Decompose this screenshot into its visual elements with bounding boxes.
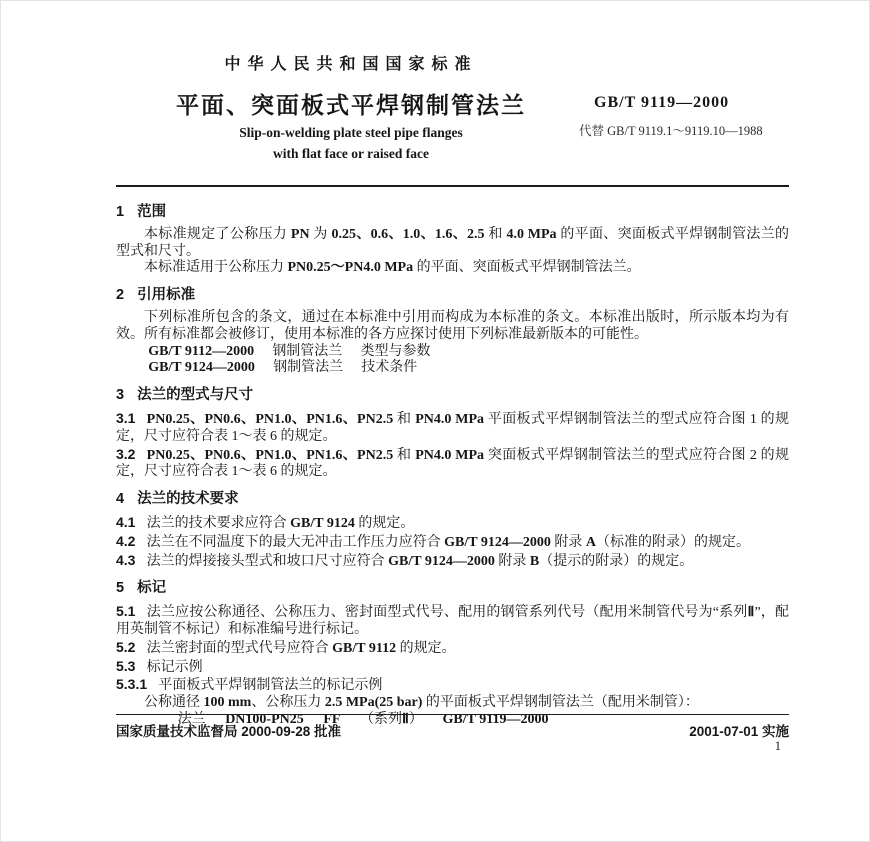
text-run: 法兰在不同温度下的最大无冲击工作压力应符合 <box>146 534 445 550</box>
clause-5-1 <box>116 603 789 639</box>
text-run: 法兰的焊接接头型式和坡口尺寸应符合 <box>146 553 389 569</box>
text-run-bold: Ⅱ <box>747 605 755 621</box>
reference-2-code: GB/T 9124—2000 <box>148 360 255 376</box>
text-run: 平面板式平焊钢制管法兰的型式应符合图 1 的规定，尺寸应符合表 1～表 6 的规定。 <box>116 411 790 444</box>
clause-5-2 <box>116 639 789 658</box>
document-title-en-line1: Slip-on-welding plate steel pipe flanges <box>239 125 463 140</box>
clause-5-2-label: 5.2 <box>116 638 136 655</box>
text-run: 标记示例 <box>146 659 203 675</box>
text-run: （标准的附录）的规定。 <box>595 534 750 550</box>
text-run: 的平面、突面板式平焊钢制管法兰。 <box>413 260 641 276</box>
text-run-bold: PN0.25～PN4.0 MPa <box>287 260 414 276</box>
section-2-heading <box>116 287 789 304</box>
section-2-number: 2 <box>116 287 125 304</box>
implementation-note: 2001-07-01 实施 <box>689 724 789 739</box>
text-run: 本标准适用于公称压力 <box>144 260 288 276</box>
text-run-bold: PN0.25、PN0.6、PN1.0、PN1.6、PN2.5 <box>146 447 394 463</box>
scope-paragraph-2 <box>116 260 789 277</box>
text-run: 法兰的技术要求应符合 <box>146 515 291 531</box>
section-3-number: 3 <box>116 387 125 404</box>
section-1-heading <box>116 204 789 221</box>
text-run-bold: Ⅱ <box>402 711 409 727</box>
clause-4-1-label: 4.1 <box>116 513 136 530</box>
header-rule <box>116 185 789 187</box>
scope-paragraph-1 <box>116 227 789 261</box>
page-number: 1 <box>774 739 781 753</box>
section-4-heading <box>116 491 789 508</box>
clause-5-3-label: 5.3 <box>116 657 136 674</box>
text-run-bold: GB/T 9124 <box>290 515 355 531</box>
reference-1-subject: 类型与参数 <box>360 343 431 359</box>
clause-5-3-1 <box>116 676 789 695</box>
text-run: 公称通径 <box>144 695 204 711</box>
national-standard-label: 中华人民共和国国家标准 <box>224 56 478 73</box>
marking-example-description <box>116 695 789 712</box>
replaces-note: 代替 GB/T 9119.1～9119.10—1988 <box>579 124 763 138</box>
text-run: 法兰应按公称通径、公称压力、密封面型式代号、配用的钢管系列代号（配用米制管代号为“系列 <box>146 605 748 621</box>
text-run: 的规定。 <box>354 515 415 531</box>
section-3-heading <box>116 387 789 404</box>
section-5-title: 标记 <box>137 580 167 597</box>
document-body <box>116 200 789 729</box>
section-1-title: 范围 <box>137 204 167 220</box>
section-2-title: 引用标准 <box>137 287 196 304</box>
text-run-bold: PN <box>290 226 310 242</box>
clause-4-2-label: 4.2 <box>116 532 136 549</box>
section-5-number: 5 <box>116 580 125 597</box>
clause-3-2-label: 3.2 <box>116 445 136 462</box>
clause-4-1 <box>116 514 789 533</box>
text-run-bold: A <box>585 534 596 550</box>
example-face-code: FF <box>323 711 341 727</box>
text-run: 法兰密封面的型式代号应符合 <box>146 640 333 656</box>
text-run: 突面板式平焊钢制管法兰的型式应符合图 2 的规定，尺寸应符合表 1～表 6 的规定。 <box>116 447 790 480</box>
clause-3-1 <box>116 410 789 446</box>
text-run: （系列 <box>360 711 403 727</box>
text-run-bold: GB/T 9124—2000 <box>388 553 495 569</box>
text-run: 下列标准所包含的条文，通过在本标准中引用而构成为本标准的条文。本标准出版时，所示版本均为有效。所有标准都会被修订，使用本标准的各方应探讨使用下列标准最新版本的可能性。 <box>116 309 789 342</box>
clause-3-2 <box>116 446 789 482</box>
clause-4-3-label: 4.3 <box>116 551 136 568</box>
text-run-bold: GB/T 9112 <box>332 640 397 656</box>
text-run: 本标准规定了公称压力 <box>144 226 291 242</box>
text-run: ”，配用英制管不标记）和标准编号进行标记。 <box>116 605 789 637</box>
approval-note: 国家质量技术监督局 2000-09-28 批准 <box>116 724 342 739</box>
text-run-bold: 100 mm <box>203 695 252 711</box>
text-run-bold: GB/T 9124—2000 <box>444 534 551 550</box>
text-run: 平面板式平焊钢制管法兰的标记示例 <box>158 678 383 694</box>
clause-3-1-label: 3.1 <box>116 409 136 426</box>
text-run: 的平面板式平焊钢制管法兰（配用米制管）： <box>422 695 699 711</box>
reference-1-code: GB/T 9112—2000 <box>148 343 255 359</box>
clause-5-3-1-label: 5.3.1 <box>116 676 148 693</box>
text-run-bold: 0.25、0.6、1.0、1.6、2.5 <box>331 226 485 242</box>
example-standard-code: GB/T 9119—2000 <box>442 711 549 727</box>
text-run: 的规定。 <box>396 640 456 656</box>
example-dn-pn-code: DN100-PN25 <box>225 711 304 727</box>
reference-item-1 <box>116 344 789 361</box>
clause-5-1-label: 5.1 <box>116 603 136 620</box>
text-run: （提示的附录）的规定。 <box>539 553 694 569</box>
clause-4-2 <box>116 533 789 552</box>
section-1-number: 1 <box>116 204 125 220</box>
text-run-bold: 2.5 MPa(25 bar) <box>324 695 423 711</box>
example-flange-word: 法兰 <box>177 711 206 727</box>
text-run: 附录 <box>494 553 530 569</box>
reference-1-name: 钢制管法兰 <box>272 343 343 359</box>
document-footer <box>116 720 789 740</box>
clause-5-3 <box>116 658 789 677</box>
text-run: 附录 <box>550 534 586 550</box>
text-run-bold: PN4.0 MPa <box>415 411 485 427</box>
section-5-heading <box>116 580 789 597</box>
text-run: 的平面、突面板式平焊钢制管法兰的型式和尺寸。 <box>116 226 790 259</box>
section-4-title: 法兰的技术要求 <box>137 491 239 508</box>
text-run: 和 <box>393 447 416 463</box>
text-run: 和 <box>393 411 416 427</box>
reference-item-2 <box>116 360 789 377</box>
document-title-en-line2: with flat face or raised face <box>272 146 430 161</box>
references-paragraph <box>116 310 789 344</box>
section-4-number: 4 <box>116 491 125 508</box>
footer-rule <box>116 714 789 715</box>
document-title-cn: 平面、突面板式平焊钢制管法兰 <box>176 93 526 118</box>
text-run: ） <box>408 711 423 727</box>
text-run-bold: B <box>529 553 540 569</box>
text-run-bold: PN0.25、PN0.6、PN1.0、PN1.6、PN2.5 <box>146 411 394 427</box>
clause-4-3 <box>116 552 789 571</box>
text-run-bold: 4.0 MPa <box>506 226 557 242</box>
text-run: 和 <box>484 226 507 242</box>
text-run: 、公称压力 <box>251 695 325 711</box>
standard-number: GB/T 9119—2000 <box>594 94 730 111</box>
text-run-bold: PN4.0 MPa <box>415 447 485 463</box>
reference-2-name: 钢制管法兰 <box>273 360 344 376</box>
section-3-title: 法兰的型式与尺寸 <box>137 387 254 404</box>
text-run: 为 <box>309 226 332 242</box>
reference-2-subject: 技术条件 <box>361 360 418 376</box>
